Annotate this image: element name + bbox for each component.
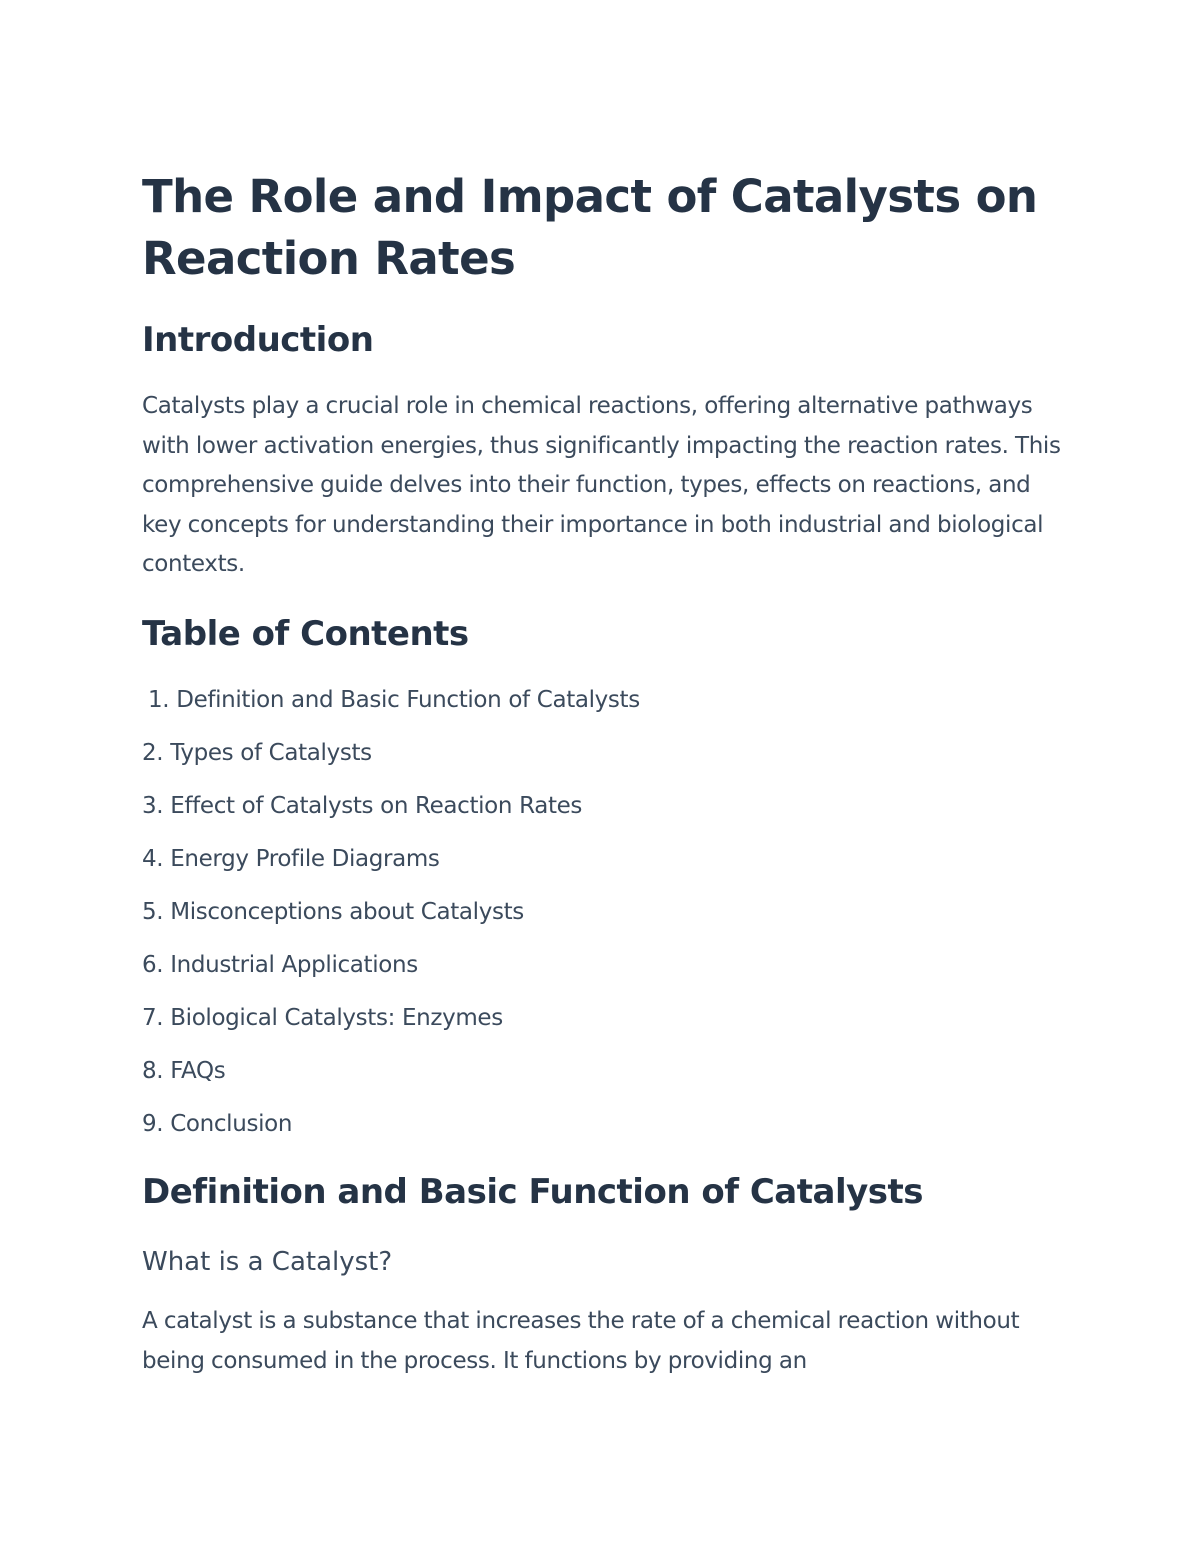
section-paragraph: A catalyst is a substance that increases the rate of a chemical reaction without being consumed in the process. It functions by providing an [142, 1308, 1020, 1374]
toc-item-label: Definition and Basic Function of Catalysts [176, 687, 640, 713]
table-of-contents [142, 680, 640, 1157]
toc-item-label: Conclusion [170, 1111, 293, 1137]
toc-item-number: 9. [142, 1111, 164, 1137]
toc-item[interactable] [142, 733, 640, 786]
toc-item-number: 8. [142, 1058, 164, 1084]
toc-item[interactable] [142, 892, 640, 945]
toc-item[interactable] [142, 945, 640, 998]
toc-item-number: 4. [142, 846, 164, 872]
section-heading: Definition and Basic Function of Catalysts [142, 1172, 923, 1212]
toc-item-number: 5. [142, 899, 164, 925]
toc-item[interactable] [142, 1104, 640, 1157]
toc-item-label: Misconceptions about Catalysts [170, 899, 524, 925]
toc-item-number: 7. [142, 1005, 164, 1031]
toc-item[interactable] [142, 998, 640, 1051]
toc-item-label: Biological Catalysts: Enzymes [170, 1005, 503, 1031]
toc-item[interactable] [142, 786, 640, 839]
toc-item-number: 2. [142, 740, 164, 766]
toc-item-label: FAQs [170, 1058, 226, 1084]
toc-item-label: Energy Profile Diagrams [170, 846, 440, 872]
toc-heading: Table of Contents [142, 614, 469, 654]
toc-item-label: Industrial Applications [170, 952, 418, 978]
toc-item-label: Effect of Catalysts on Reaction Rates [170, 793, 583, 819]
toc-item-label: Types of Catalysts [170, 740, 372, 766]
introduction-paragraph: Catalysts play a crucial role in chemical reactions, offering alternative pathways with lower activation energies, thus significantly impacting the reaction rates. This comprehensive guide delves into their function, types, effects on reactions, and key concepts for understanding their importance in both industrial and biological contexts. [142, 393, 1061, 577]
introduction-heading: Introduction [142, 320, 374, 360]
toc-item[interactable] [142, 1051, 640, 1104]
toc-item-number: 6. [142, 952, 164, 978]
document-title: The Role and Impact of Catalysts on Reaction Rates [142, 170, 1038, 285]
toc-item-number: 1. [148, 687, 170, 713]
section-subheading: What is a Catalyst? [142, 1247, 393, 1277]
toc-item-number: 3. [142, 793, 164, 819]
toc-item[interactable] [142, 839, 640, 892]
toc-item[interactable] [142, 680, 640, 733]
